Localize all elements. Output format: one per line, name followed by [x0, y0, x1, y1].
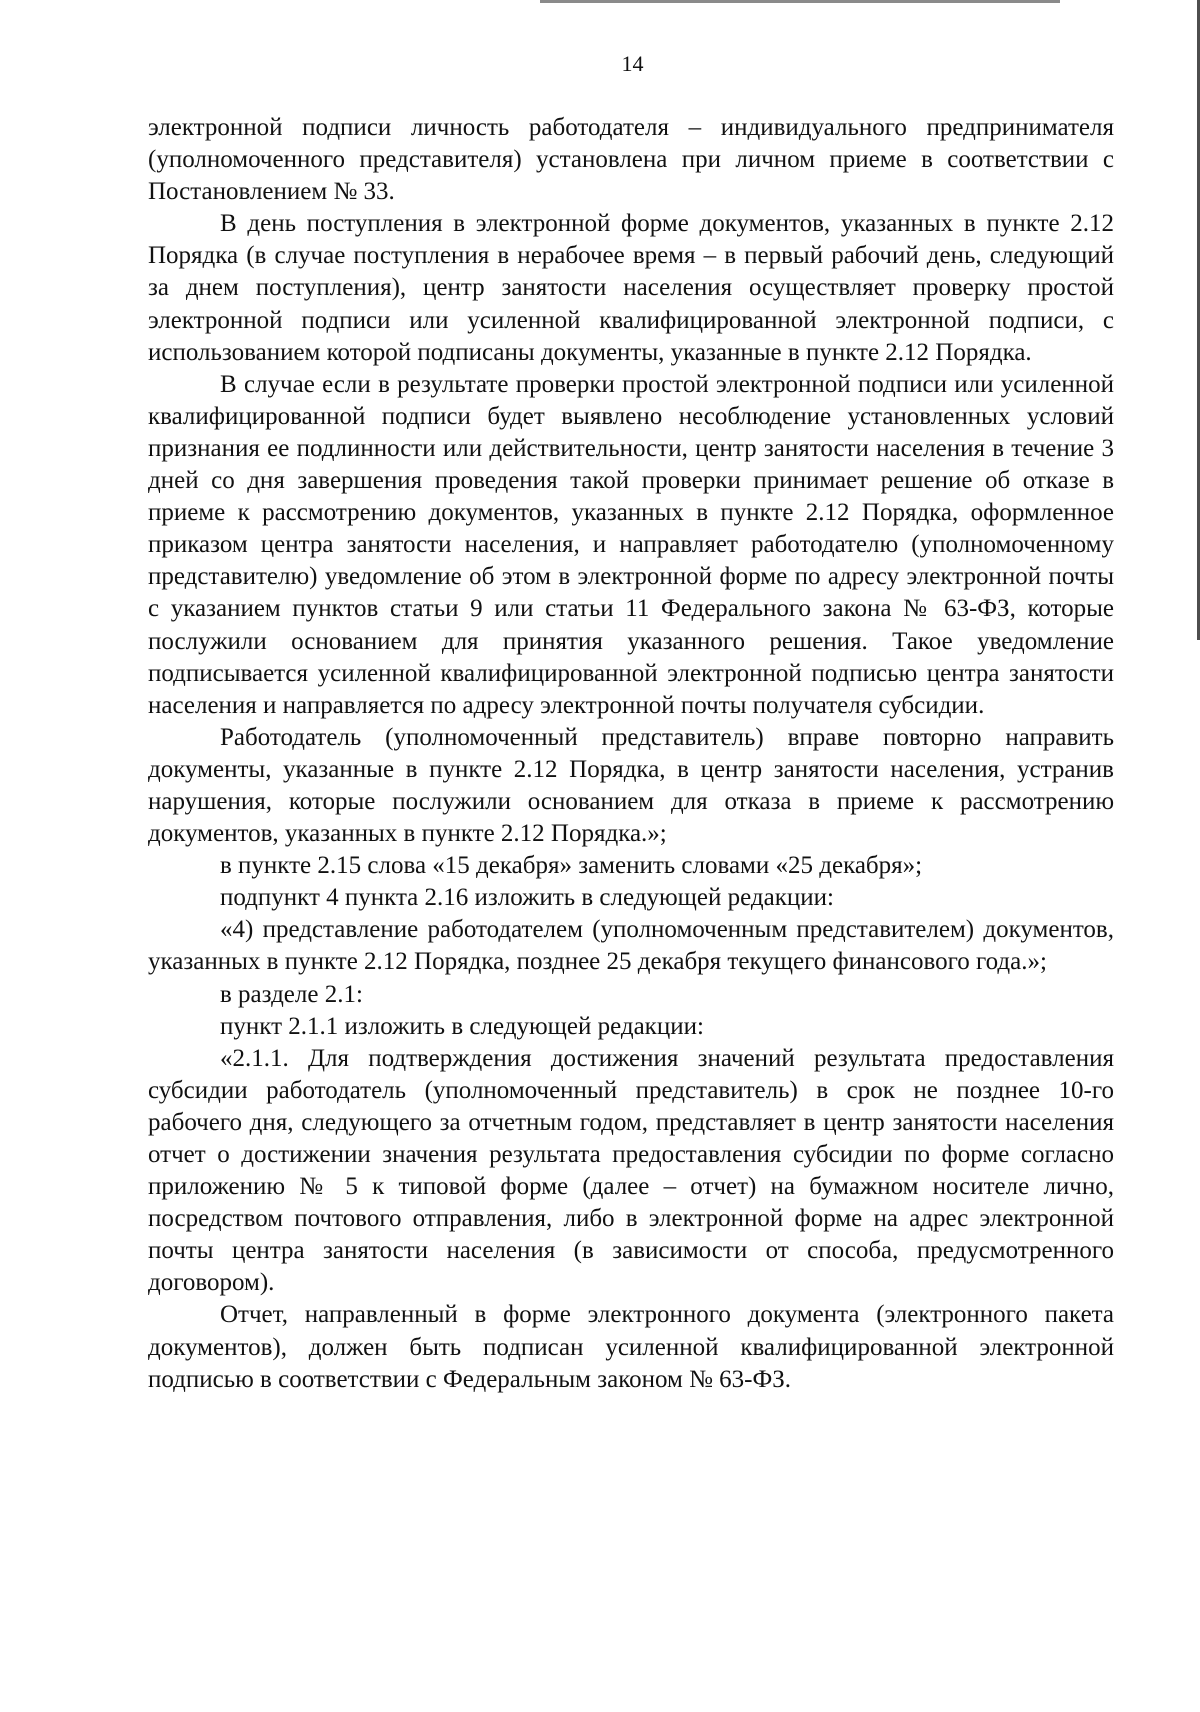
- page-number: 14: [621, 51, 644, 76]
- paragraph-item-2-1-1-text: «2.1.1. Для подтверждения достижения значений результата предоставления субсидии работодатель (уполномоченный представитель) в срок не позднее 10-го рабочего дня, следующего за отчетным годом, представляет в центр занятости населения отчет о достижении значения результата предоставления субсидии по форме согласно приложению № 5 к типовой форме (далее – отчет) на бумажном носителе лично, посредством почтового отправления, либо в электронной форме на адрес электронной почты центра занятости населения (в зависимости от способа, предусмотренного договором).: [148, 1044, 1114, 1297]
- paragraph-item-2-16-text: «4) представление работодателем (уполномоченным представителем) документов, указанных в пункте 2.12 Порядка, позднее 25 декабря текущего финансового года.»;: [148, 916, 1114, 976]
- paragraph-report-signature: Отчет, направленный в форме электронного документа (электронного пакета документов), должен быть подписан усиленной квалифицированной электронной подписью в соответствии с Федеральным законом № 63-ФЗ.: [148, 1301, 1114, 1393]
- paragraph-item-2-16-intro: подпункт 4 пункта 2.16 изложить в следующей редакции:: [220, 884, 834, 912]
- paragraph-item-2-1-1-intro: пункт 2.1.1 изложить в следующей редакции:: [220, 1012, 704, 1040]
- paragraph-refusal-decision: В случае если в результате проверки простой электронной подписи или усиленной квалифицированной подписи будет выявлено несоблюдение установленных условий признания ее подлинности или действительности, центр занятости населения в течение 3 дней со дня завершения проведения такой проверки принимает решение об отказе в приеме к рассмотрению документов, указанных в пункте 2.12 Порядка, оформленное приказом центра занятости населения, и направляет работодателю (уполномоченному представителю) уведомление об этом в электронной форме по адресу электронной почты с указанием пунктов статьи 9 или статьи 11 Федерального закона № 63-ФЗ, которые послужили основанием для принятия указанного решения. Такое уведомление подписывается усиленной квалифицированной электронной подписью центра занятости населения и направляется по адресу электронной почты получателя субсидии.: [148, 370, 1114, 719]
- paragraph-continuation: электронной подписи личность работодателя – индивидуального предпринимателя (уполномоченного представителя) установлена при личном приеме в соответствии с Постановлением № 33.: [148, 114, 1114, 206]
- document-body: [148, 112, 1114, 1396]
- paragraph-section-2-1: в разделе 2.1:: [220, 980, 363, 1008]
- paragraph-item-2-15: в пункте 2.15 слова «15 декабря» заменить словами «25 декабря»;: [220, 852, 923, 880]
- scan-edge-top: [540, 0, 1060, 3]
- paragraph-signature-check: В день поступления в электронной форме документов, указанных в пункте 2.12 Порядка (в случае поступления в нерабочее время – в первый рабочий день, следующий за днем поступления), центр занятости населения осуществляет проверку простой электронной подписи или усиленной квалифицированной электронной подписи, с использованием которой подписаны документы, указанные в пункте 2.12 Порядка.: [148, 210, 1114, 366]
- paragraph-resubmission: Работодатель (уполномоченный представитель) вправе повторно направить документы, указанные в пункте 2.12 Порядка, в центр занятости населения, устранив нарушения, которые послужили основанием для отказа в приеме к рассмотрению документов, указанных в пункте 2.12 Порядка.»;: [148, 723, 1114, 848]
